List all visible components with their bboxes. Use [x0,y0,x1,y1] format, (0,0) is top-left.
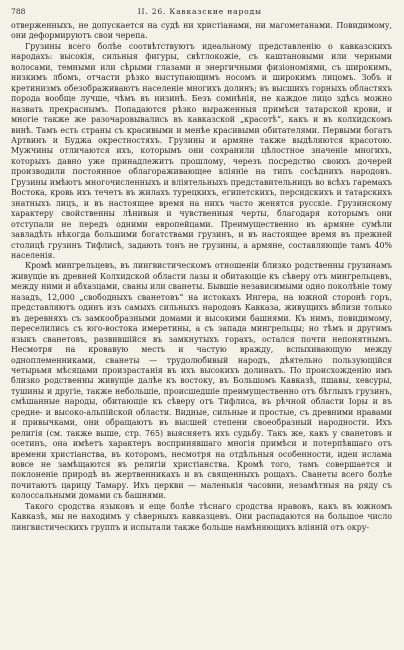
page-number: 788 [11,7,26,16]
running-head [11,7,392,17]
paragraph: Такого сродства языковъ и еще болѣе тѣснаго сродства нравовъ, какъ въ южномъ Кавказѣ, мы не находимъ у сѣверныхъ кавказцевъ. Они распадаются на большое число лингвистическихъ группъ и испытали также больше намѣняющихъ вліяній отъ окру- [11,501,392,532]
paragraph: Грузины всего болѣе соотвѣтствуютъ идеальному представленію о кавказскихъ народахъ: высокія, сильныя фигуры, свѣтлокожіе, съ каштановыми или черными волосами, темными или сѣрыми глазами и энергичными физіономіями, съ широкимъ, низкимъ лбомъ, отчасти рѣзко выступающимъ носомъ и широкимъ лицомъ. Зобъ и кретинизмъ обезображиваютъ населеніе многихъ долинъ; въ высшихъ горныхъ областяхъ порода вообще лучше, чѣмъ въ низинѣ. Безъ сомнѣнія, не каждое лицо здѣсь можно назвать прекраснымъ. Попадаются рѣзко выраженныя примѣси татарской крови, и многіе также же разочаровывались въ кавказской „красотѣ“, какъ и въ колхидскомъ винѣ. Тамъ есть страны съ красивыми и менѣе красивыми обитателями. Первыми богатъ Артвинъ и Буджа окрестностяхъ. Грузины и армяне также выдѣляются красотою. Мужчины отличаются ихъ, которымъ они сохранили цѣлостное значеніе многихъ, которыхъ давно уже принадлежитъ прошлому, черезъ посредство своихъ дочерей производили постоянное облагораживающее вліяніе на типъ сосѣднихъ народовъ. Грузины имѣютъ многочисленныхъ и вліятельныхъ представительницъ во всѣхъ гаремахъ Востока, кровь ихъ течетъ въ жилахъ турецкихъ, египетскихъ, персидскихъ и татарскихъ знатныхъ лицъ, и въ настоящее время на нихъ часто женятся русскіе. Грузинскому характеру свойственны лѣнивыя и чувственныя черты, благодаря которымъ они отступали не передъ одними европейцами. Преимущественно въ армяне сумѣли завладѣть нѣкогда большими богатствами грузинъ, и въ настоящее время въ прежней столицѣ грузинъ Тифлисѣ, задають тонъ не грузины, а армяне, составляющіе тамъ 40% населенія. [11,41,392,260]
paragraph: отверженныхъ, не допускается на судѣ ни христіанами, ни магометанами. Повидимому, они деформируютъ свои черепа. [11,21,392,41]
paragraph: Кромѣ мингрельцевъ, въ лингвистическомъ отношеніи близко родственны грузинамъ живущіе въ древней Колхидской области лазы и обитающіе къ сѣверу отъ мингрельцевъ, между ними и абхазцами, сваны или сванеты. Бывшіе независимыми одно поколѣніе тому назадъ, 12,000 „свободныхъ сванетовъ“ на истокахъ Ингера, на южной сторонѣ горъ, представляютъ одинъ изъ самыхъ сильныхъ народовъ Кавказа, живущихъ вблизи только въ деревняхъ съ замкообразными домами и высокими башнями. Къ нимъ, повидимому, переселились съ юго-востока имеретины, а съ запада мингрельцы; но тѣмъ и другимъ языкъ сванетовъ, развившійся въ замкнутыхъ горахъ, остался почти непонятнымъ. Несмотря на кровавую месть и частую вражду, вспыхивающую между одноплеменниками, сванеты — трудолюбивый народъ, дѣятельно пользующійся четырьмя мѣсяцами произрастанія въ ихъ высокихъ долинахъ. По происхожденію имъ близко родственны живущіе далѣе къ востоку, въ Большомъ Кавказѣ, пшавы, хевсуры, тушины и другіе, также небольшіе, происшедшіе преимущественно отъ бѣглыхъ грузинъ, смѣшанные народы, обитающіе къ сѣверу отъ Тифлиса, въ рѣчной области Іоры и въ средне- и высоко-альпійской области. Видные, сильные и простые, съ древними нравами и привычками, они обращаютъ въ высшей степени своеобразный народности. Ихъ религія (см. также выше, стр. 765) выясняетъ ихъ судьбу. Такъ же, какъ у сванетовъ и осетинъ, она имѣетъ характеръ воспринявшаго многія примѣси и потерпѣвшаго отъ времени христіанства, въ которомъ, несмотря на отдѣльныя особенности, идеи ислама вовсе не замѣщаются въ религіи христіанства. Кромѣ того, тамъ совершается и поклоненіе природѣ въ жертвенникахъ и въ священныхъ рощахъ. Сванеты всего болѣе почитаютъ царицу Тамару. Ихъ церкви — маленькія часовни, незамѣтныя на ряду съ колоссальными домами съ башнями. [11,261,392,501]
body-text [11,21,392,533]
running-title: II. 26. Кавказские народы [137,7,262,16]
